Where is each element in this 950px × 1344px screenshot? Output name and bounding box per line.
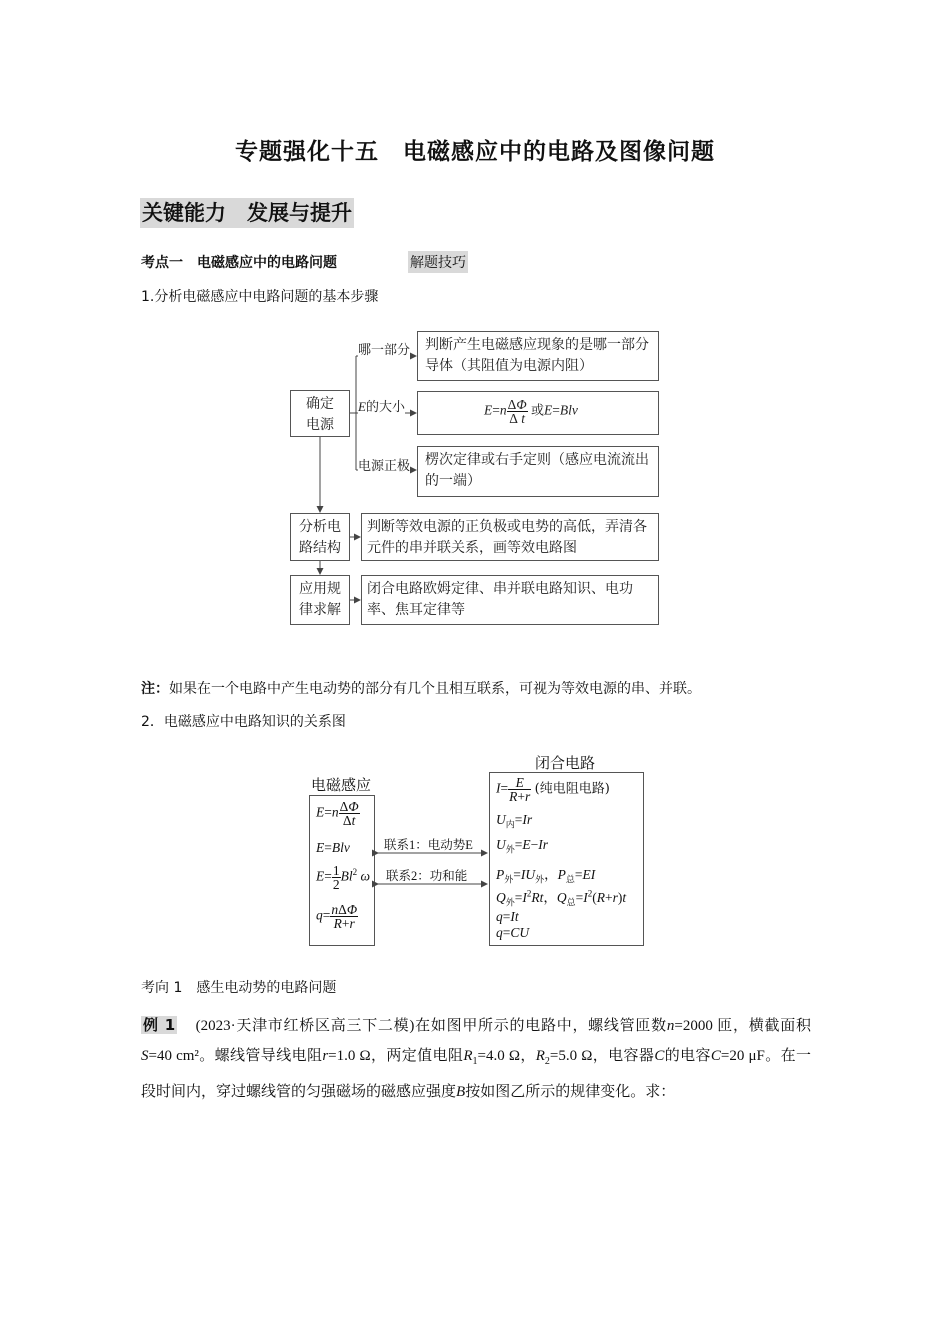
example-text-b: 的电容 — [664, 1048, 711, 1064]
formula-power: $P_外=IU_外$，$P_总=EI$ — [496, 867, 596, 885]
formula-q-it: q=It — [496, 909, 519, 924]
example-r: =1.0 Ω，两定值电阻 — [328, 1048, 464, 1064]
kaoxiang-heading: 考向 1 感生电动势的电路问题 — [141, 980, 337, 996]
example-c: =20 μF。在一段时间内，穿过螺线管的匀强磁场的磁感应强度 — [141, 1048, 811, 1100]
page-title: 专题强化十五 电磁感应中的电路及图像问题 — [235, 139, 715, 165]
right-title: 闭合电路 — [535, 754, 596, 772]
branch-box-part: 判断产生电磁感应现象的是哪一部分导体（其阻值为电源内阻） — [417, 331, 659, 381]
example-text-a: 在如图甲所示的电路中，螺线管匝数 — [414, 1018, 667, 1034]
kaodian-label: 考点一 电磁感应中的电路问题 — [141, 255, 337, 271]
branch-label-part: 哪一部分 — [358, 339, 410, 358]
link-emf: 联系1：电动势E — [384, 838, 473, 852]
emf-formula: E=n $\frac{\Delta\Phi}{\text{Δ t}}$ 或E=Blv — [484, 397, 578, 426]
branch-box-pole: 楞次定律或右手定则（感应电流流出的一端） — [417, 446, 659, 497]
example-s: =40 cm²。螺线管导线电阻 — [148, 1048, 323, 1064]
formula-q-cu: q=CU — [496, 925, 530, 940]
example-r2: =5.0 Ω，电容器 — [549, 1048, 655, 1064]
step-apply-laws: 应用规律求解 — [290, 575, 350, 625]
formula-heat: $Q_外=I^2Rt$，$Q_总=I^2(R+r)t$ — [496, 888, 627, 908]
branch-label-pole: 电源正极 — [358, 455, 410, 474]
formula-flux: E=n $\frac{\Delta\Phi}{\Delta t}$ — [316, 799, 359, 828]
formula-blv: E=Blv — [316, 840, 350, 855]
formula-u-inner: $U_内=Ir$ — [496, 812, 533, 830]
formula-ohm: I= $\frac{E}{R+r}$ (纯电阻电路) — [496, 775, 610, 804]
heading-relation: 2．电磁感应中电路知识的关系图 — [141, 714, 346, 730]
formula-charge: q= $\frac{\text{nΔΦ}}{R+r}$ — [316, 902, 358, 931]
note-text: 如果在一个电路中产生电动势的部分有几个且相互联系，可视为等效电源的串、并联。 — [169, 681, 701, 697]
heading-steps: 1.分析电磁感应中电路问题的基本步骤 — [141, 289, 379, 305]
formula-u-outer: $U_外=E-Ir$ — [496, 837, 549, 855]
step-apply-desc: 闭合电路欧姆定律、串并联电路知识、电功率、焦耳定律等 — [361, 575, 659, 625]
kaodian-tag: 解题技巧 — [408, 251, 468, 273]
formula-rotate: E= $\frac{1}{2}$ Bl$^2$ ω — [316, 863, 371, 892]
section-heading: 关键能力 发展与提升 — [140, 198, 354, 228]
example-n: =2000 匝，横截面积 — [674, 1018, 811, 1034]
note-label: 注： — [141, 681, 169, 697]
link-energy: 联系2：功和能 — [386, 869, 468, 883]
example-source: (2023·天津市红桥区高三下二模) — [195, 1018, 415, 1034]
example-text-c: 按如图乙所示的规律变化。求： — [465, 1084, 676, 1100]
left-title: 电磁感应 — [311, 776, 372, 794]
step-analyze-circuit: 分析电路结构 — [290, 513, 350, 561]
step-determine-source: 确定电源 — [290, 390, 350, 437]
example-label: 例 1 — [143, 1016, 176, 1034]
example-r1: =4.0 Ω， — [477, 1048, 536, 1064]
example-1: 例 1 (2023·天津市红桥区高三下二模)在如图甲所示的电路中，螺线管匝数n=2000 匝，横截面积S=40 cm²。螺线管导线电阻r=1.0 Ω，两定值电阻$R_1=4.0$ Ω，$R_2=5.0$ Ω，电容器C的电容C=20 μF。在一段时间内，穿过螺线管的匀强磁场的磁感应强度B按如图乙所示的规律变化。求： — [141, 1016, 811, 1100]
branch-label-emf: E的大小 — [358, 396, 405, 415]
step-analyze-desc: 判断等效电源的正负极或电势的高低，弄清各元件的串并联关系，画等效电路图 — [361, 513, 659, 561]
